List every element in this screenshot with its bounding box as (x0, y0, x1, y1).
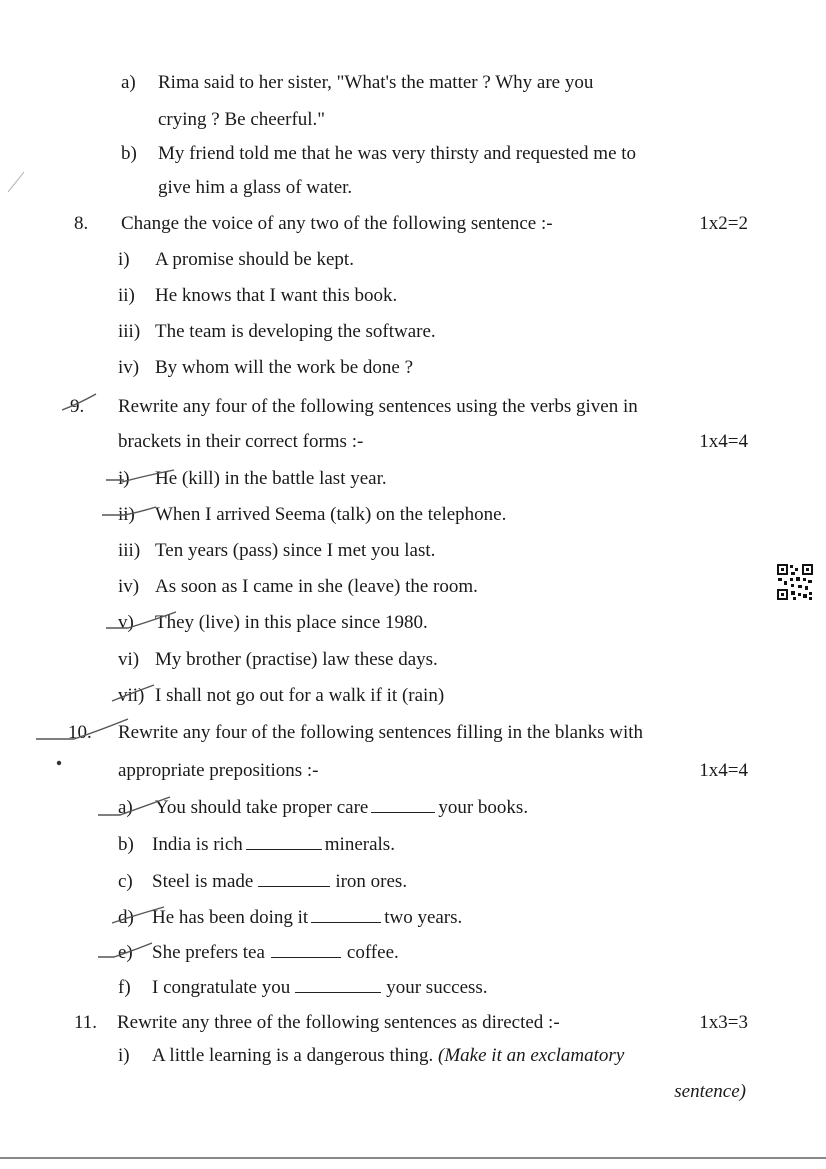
q10-item-label: e) (118, 942, 133, 963)
q9-marks: 1x4=4 (699, 431, 748, 452)
handwritten-tick-mark (104, 610, 184, 632)
q9-item-text: Ten years (pass) since I met you last. (155, 540, 436, 561)
q11-question: Rewrite any three of the following sentences as directed :- (117, 1012, 560, 1033)
q9-item-text: He (kill) in the battle last year. (155, 468, 387, 489)
q8-item-label: ii) (118, 285, 135, 306)
q8-item-label: iii) (118, 321, 141, 342)
blank-line (271, 941, 341, 958)
q10-item (152, 833, 395, 857)
blank-line (295, 976, 381, 993)
q7-item-b-line1: My friend told me that he was very thirsty and requested me to (158, 143, 637, 164)
handwritten-tick-mark (104, 466, 184, 486)
q10-item (155, 796, 528, 820)
q9-item-label: vi) (118, 649, 140, 670)
q9-item-text: They (live) in this place since 1980. (155, 612, 428, 633)
handwritten-tick-mark (96, 795, 176, 819)
q10-item-label: c) (118, 871, 133, 892)
handwritten-tick-mark (110, 683, 160, 705)
q8-item-label: iv) (118, 357, 140, 378)
q8-item-text: A promise should be kept. (155, 249, 354, 270)
q10-item-before: He has been doing it (152, 907, 309, 928)
q10-item (152, 976, 488, 1000)
q9-item-label: iv) (118, 576, 140, 597)
handwritten-tick-mark (100, 505, 160, 521)
handwritten-tick-mark (96, 941, 156, 961)
q8-item-text: By whom will the work be done ? (155, 357, 414, 378)
q10-item-label: f) (118, 977, 131, 998)
q7-item-a-line2: crying ? Be cheerful." (158, 109, 326, 130)
q9-number: 9. (70, 396, 85, 417)
q9-item-label: ii) (118, 504, 135, 525)
ink-dot (56, 760, 62, 766)
q10-item (152, 941, 399, 965)
qr-code-icon (776, 563, 814, 601)
q10-item-before: You should take proper care (155, 797, 369, 818)
q9-item-text: As soon as I came in she (leave) the room. (155, 576, 478, 597)
handwritten-tick-mark (60, 392, 100, 414)
q11-item-text (152, 1044, 624, 1068)
q11-item-sentence: A little learning is a dangerous thing. (152, 1045, 434, 1066)
q9-item-label: vii) (118, 685, 145, 706)
blank-line (258, 870, 330, 887)
q7-item-a-line1: Rima said to her sister, "What's the matter ? Why are you (158, 72, 594, 93)
q10-item-before: India is rich (152, 834, 243, 855)
q10-item-after: your success. (386, 977, 488, 998)
q9-item-label: iii) (118, 540, 141, 561)
blank-line (311, 906, 381, 923)
q10-item (152, 906, 462, 930)
q10-marks: 1x4=4 (699, 760, 748, 781)
blank-line (371, 796, 435, 813)
q8-item-text: The team is developing the software. (155, 321, 436, 342)
q9-question-line2: brackets in their correct forms :- (118, 431, 364, 452)
q8-marks: 1x2=2 (699, 213, 748, 234)
q10-item-label: a) (118, 797, 133, 818)
q10-item-after: iron ores. (335, 871, 408, 892)
q11-marks: 1x3=3 (699, 1012, 748, 1033)
handwritten-tick-mark (34, 717, 134, 743)
q10-item-label: d) (118, 907, 134, 928)
q8-item-label: i) (118, 249, 130, 270)
q8-question: Change the voice of any two of the following sentence :- (121, 213, 553, 234)
q10-item (152, 870, 407, 894)
handwritten-stroke (4, 170, 28, 194)
q9-item-label: i) (118, 468, 130, 489)
q10-number: 10. (68, 722, 92, 743)
q11-item-label: i) (118, 1045, 130, 1066)
q10-item-after: minerals. (324, 834, 395, 855)
q9-item-text: I shall not go out for a walk if it (rain) (155, 685, 445, 706)
q9-question-line1: Rewrite any four of the following sentences using the verbs given in (118, 396, 638, 417)
q9-item-text: When I arrived Seema (talk) on the telephone. (155, 504, 507, 525)
handwritten-tick-mark (110, 905, 170, 927)
q7-item-b-label: b) (121, 143, 137, 164)
q10-question-line1: Rewrite any four of the following sentences filling in the blanks with (118, 722, 644, 743)
q10-item-label: b) (118, 834, 134, 855)
page-bottom-border (0, 1157, 826, 1159)
q10-item-before: Steel is made (152, 871, 254, 892)
q7-item-a-label: a) (121, 72, 136, 93)
q10-item-before: I congratulate you (152, 977, 291, 998)
q8-item-text: He knows that I want this book. (155, 285, 398, 306)
blank-line (246, 833, 322, 850)
q10-item-before: She prefers tea (152, 942, 265, 963)
q10-item-after: your books. (438, 797, 529, 818)
q11-item-direction-cont: sentence) (674, 1081, 746, 1102)
q10-item-after: coffee. (346, 942, 399, 963)
q9-item-label: v) (118, 612, 134, 633)
q8-number: 8. (74, 213, 89, 234)
q11-number: 11. (74, 1012, 98, 1033)
q7-item-b-line2: give him a glass of water. (158, 177, 353, 198)
q9-item-text: My brother (practise) law these days. (155, 649, 438, 670)
q10-question-line2: appropriate prepositions :- (118, 760, 319, 781)
q10-item-after: two years. (384, 907, 463, 928)
q11-item-direction: (Make it an exclamatory (438, 1045, 625, 1066)
